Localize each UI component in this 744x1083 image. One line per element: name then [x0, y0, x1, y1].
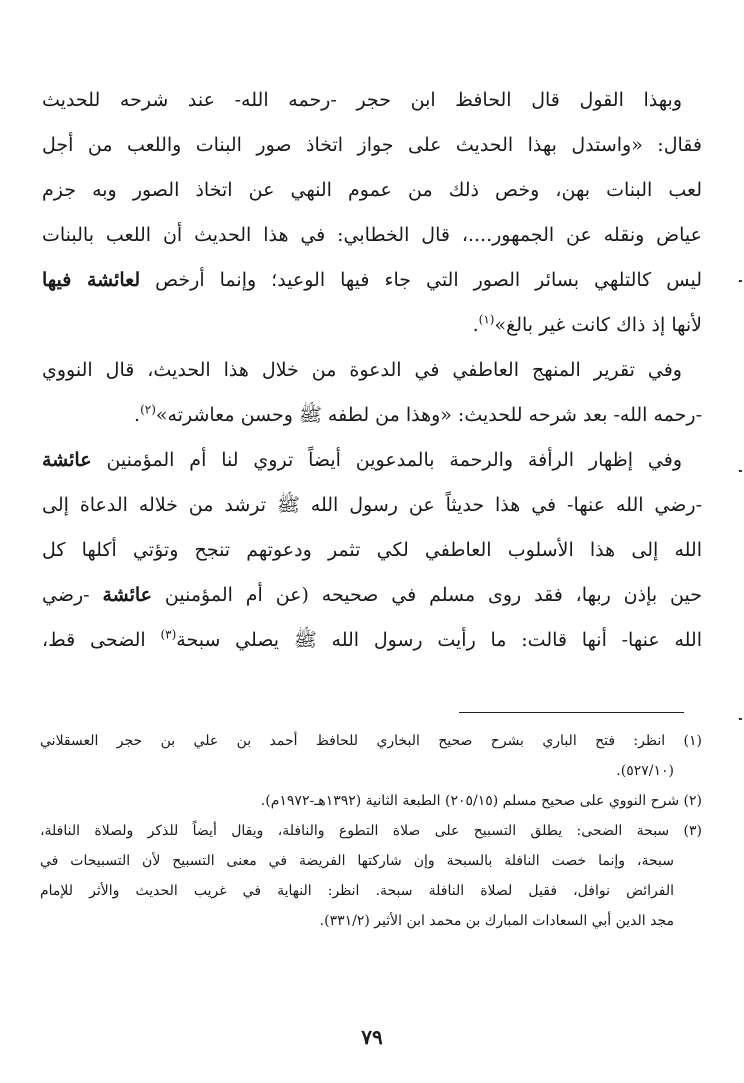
paragraph-line: وبهذا القول قال الحافظ ابن حجر -رحمه الله- عند شرحه للحديث [42, 89, 682, 111]
paragraph-line: لعب البنات بهن، وخص ذلك من عموم النهي عن اتخاذ الصور وبه جزم [42, 179, 702, 201]
footnote-line: (٥٢٧/١٠). [616, 763, 674, 779]
aisha-name: عائشة [42, 449, 92, 471]
paragraph-line: عياض ونقله عن الجمهور....، قال الخطابي: في هذا الحديث أن اللعب بالبنات [42, 224, 702, 246]
paragraph-line: حين بإذن ربها، فقد روى مسلم في صحيحه (عن أم المؤمنين عائشة -رضي [42, 584, 702, 606]
footnote-line: الفرائض نوافل، فقيل لصلاة النافلة سبحة. انظر: النهاية في غريب الحديث والأثر للإمام [40, 883, 674, 899]
scan-edge-mark [739, 470, 742, 472]
footnote-ref: (٢) [140, 402, 156, 417]
paragraph-line: ليس كالتلهي بسائر الصور التي جاء فيها الوعيد؛ وإنما أرخص لعائشة فيها [42, 269, 702, 291]
scan-edge-mark [739, 280, 742, 282]
page-number: ٧٩ [361, 1025, 383, 1049]
footnote-line: مجد الدين أبي السعادات المبارك بن محمد ابن الأثير (٣٣١/٢). [319, 913, 674, 929]
scan-edge-mark [739, 718, 742, 720]
paragraph-line: -رحمه الله- بعد شرحه للحديث: «وهذا من لطفه ﷺ وحسن معاشرته»$^{(٢)}$. [134, 402, 702, 426]
footnote-line: سبحة، وإنما خصت النافلة بالسبحة وإن شاركتها الفريضة في معنى التسبيح لأن التسبيحات في [40, 853, 674, 869]
footnotes [40, 726, 702, 936]
footnote-ref: (٣) [160, 627, 177, 642]
paragraph-line: وفي إظهار الرأفة والرحمة بالمدعوين أيضاً تروي لنا أم المؤمنين عائشة [42, 449, 682, 471]
footnote-separator [459, 712, 684, 713]
footnote-line: (٢) شرح النووي على صحيح مسلم (٢٠٥/١٥) الطبعة الثانية (١٣٩٢هـ-١٩٧٢م). [260, 793, 702, 809]
paragraph-line: الله إلى هذا الأسلوب العاطفي لكي تثمر ودعوتهم تنجح وتؤتي أكلها كل [42, 539, 702, 561]
paragraph-line: فقال: «واستدل بهذا الحديث على جواز اتخاذ صور البنات واللعب من أجل [42, 134, 702, 156]
aisha-name: عائشة [102, 584, 153, 606]
footnote-line: (١) انظر: فتح الباري بشرح صحيح البخاري للحافظ أحمد بن علي بن حجر العسقلاني [40, 733, 702, 749]
footnote-ref: (١) [478, 312, 495, 327]
aisha-name: لعائشة فيها [42, 269, 141, 291]
paragraph-line: -رضي الله عنها- في هذا حديثاً عن رسول الله ﷺ ترشد من خلاله الدعاة إلى [42, 494, 702, 516]
paragraph-line: وفي تقرير المنهج العاطفي في الدعوة من خلال هذا الحديث، قال النووي [42, 359, 682, 381]
paragraph-line: الله عنها- أنها قالت: ما رأيت رسول الله ﷺ يصلي سبحة$^{(٣)}$ الضحى قط، [42, 627, 702, 651]
paragraph-line: لأنها إذ ذاك كانت غير بالغ»$^{(١)}$. [472, 312, 702, 336]
footnote-line: (٣) سبحة الضحى: يطلق التسبيح على صلاة التطوع والنافلة، ويقال أيضاً للذكر ولصلاة النافلة، [40, 823, 702, 839]
main-text [42, 78, 702, 663]
